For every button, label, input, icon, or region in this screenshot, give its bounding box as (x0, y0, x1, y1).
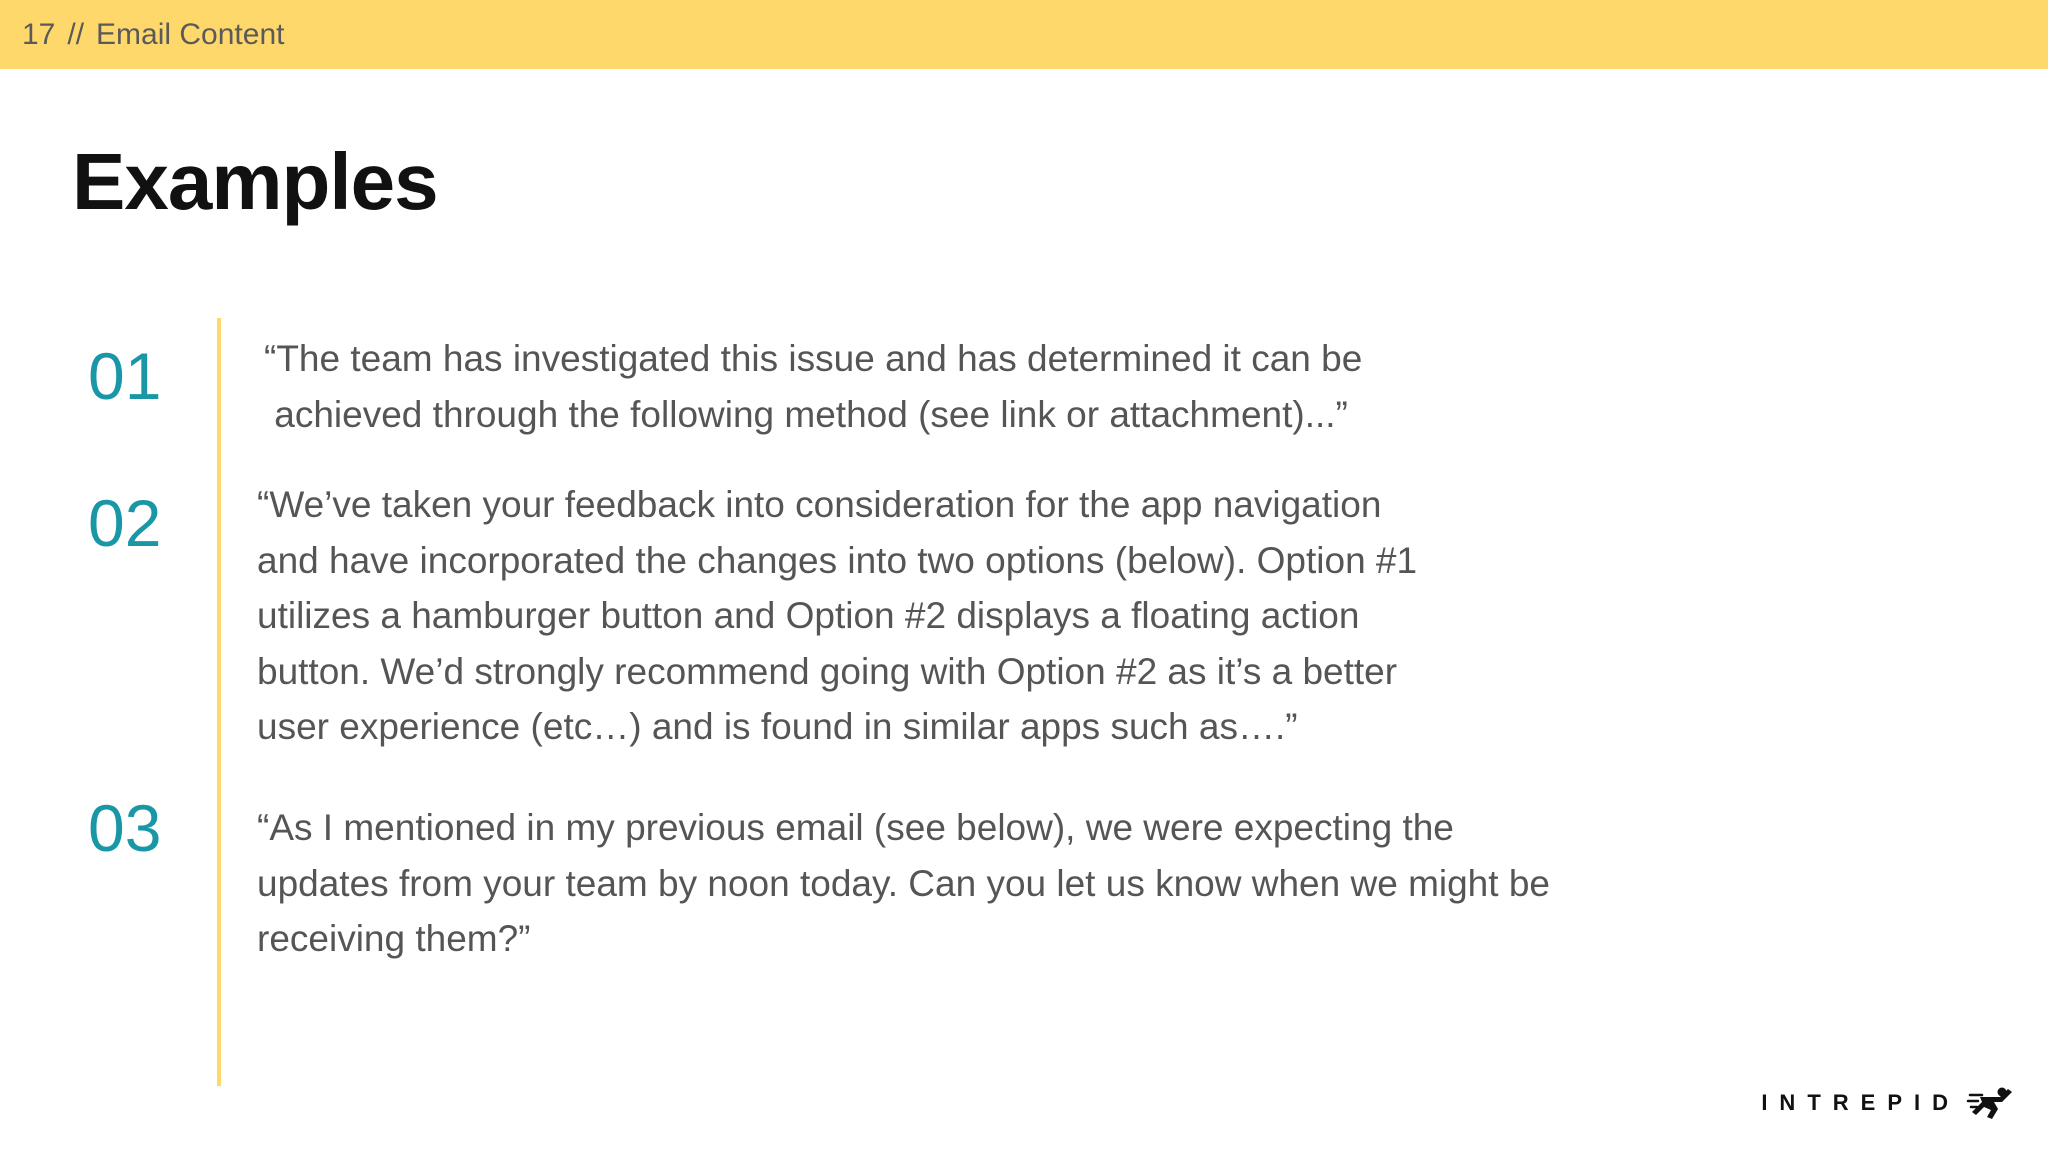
header-breadcrumb (22, 18, 284, 52)
header-bar (0, 0, 2048, 69)
brand-logo (1761, 1083, 2018, 1123)
header-separator: // (67, 17, 85, 51)
example-quote-02 (257, 477, 1417, 755)
quote-line: button. We’d strongly recommend going with Option #2 as it’s a better (257, 650, 1398, 692)
quote-line: updates from your team by noon today. Can you let us know when we might be (257, 862, 1550, 904)
quote-line: utilizes a hamburger button and Option #2 displays a floating action (257, 595, 1360, 636)
section-title: Email Content (96, 17, 285, 51)
runner-logo-icon (1966, 1083, 2018, 1123)
quote-line: “The team has investigated this issue and has determined it can be (264, 338, 1363, 379)
page-title: Examples (72, 137, 438, 226)
quote-line: achieved through the following method (see link or attachment)...” (274, 393, 1348, 435)
vertical-divider (217, 318, 221, 1086)
quote-line: “We’ve taken your feedback into consideration for the app navigation (257, 484, 1382, 525)
example-number-03: 03 (88, 791, 162, 865)
brand-name: INTREPID (1761, 1090, 1960, 1115)
quote-line: and have incorporated the changes into two options (below). Option #1 (257, 539, 1418, 581)
example-quote-03 (257, 800, 1550, 967)
example-quote-01 (264, 331, 1362, 442)
quote-line: user experience (etc…) and is found in similar apps such as….” (257, 706, 1298, 747)
page-number: 17 (22, 17, 56, 51)
example-number-02: 02 (88, 486, 162, 560)
quote-line: “As I mentioned in my previous email (see below), we were expecting the (257, 807, 1454, 848)
quote-line: receiving them?” (257, 918, 531, 959)
example-number-01: 01 (88, 339, 162, 413)
